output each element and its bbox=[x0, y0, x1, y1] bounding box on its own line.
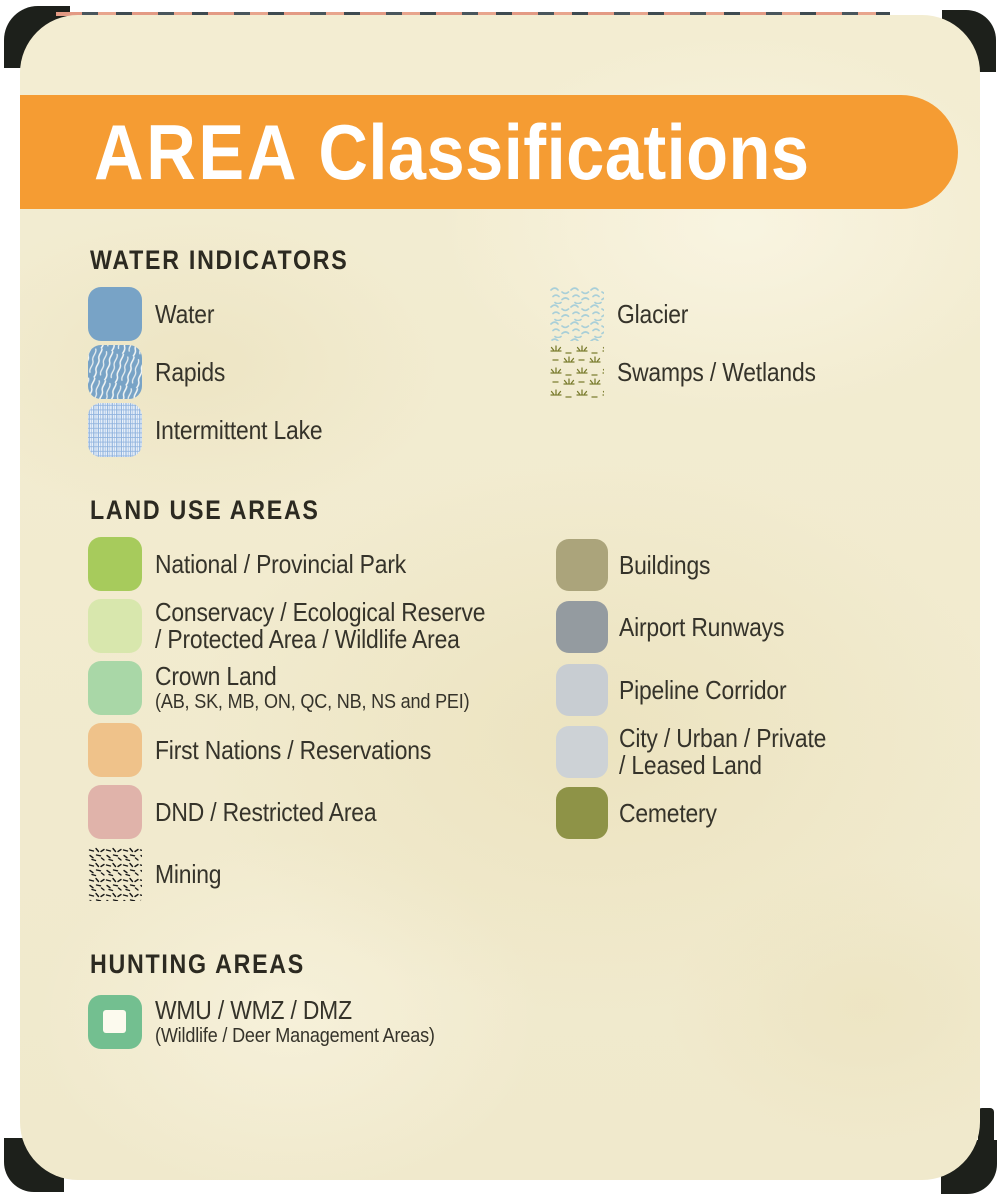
legend-row-airport-runways bbox=[556, 600, 807, 654]
legend-row-swamps-wetlands bbox=[550, 345, 843, 399]
land-use-areas-heading: LAND USE AREAS bbox=[90, 495, 320, 525]
legend-row-glacier bbox=[550, 287, 698, 341]
intermittent-lake-swatch bbox=[88, 403, 142, 457]
buildings-label: Buildings bbox=[619, 549, 711, 580]
rapids-label: Rapids bbox=[155, 356, 226, 387]
swamps-wetlands-swatch bbox=[550, 345, 604, 399]
conservacy-swatch bbox=[88, 599, 142, 653]
legend-row-cemetery bbox=[556, 786, 730, 840]
mining-swatch bbox=[88, 847, 142, 901]
mining-label: Mining bbox=[155, 858, 222, 889]
page-title-emphasis: AREA bbox=[94, 107, 300, 196]
glacier-label: Glacier bbox=[617, 298, 689, 329]
legend-row-pipeline-corridor bbox=[556, 663, 809, 717]
legend-row-crown-land bbox=[88, 661, 512, 715]
legend-row-mining bbox=[88, 847, 230, 901]
legend-row-conservacy bbox=[88, 599, 530, 653]
cemetery-swatch bbox=[556, 787, 608, 839]
water-label: Water bbox=[155, 298, 215, 329]
national-provincial-park-label: National / Provincial Park bbox=[155, 548, 407, 579]
glacier-swatch bbox=[550, 287, 604, 341]
legend-row-water bbox=[88, 287, 222, 341]
dnd-restricted-label: DND / Restricted Area bbox=[155, 796, 377, 827]
legend-row-rapids bbox=[88, 345, 235, 399]
page-title bbox=[94, 107, 809, 198]
first-nations-swatch bbox=[88, 723, 142, 777]
legend-row-national-provincial-park bbox=[88, 537, 440, 591]
hunting-areas-heading: HUNTING AREAS bbox=[90, 949, 306, 979]
title-banner bbox=[20, 95, 958, 209]
cemetery-label: Cemetery bbox=[619, 797, 717, 828]
buildings-swatch bbox=[556, 539, 608, 591]
legend-row-buildings bbox=[556, 538, 723, 592]
legend-row-intermittent-lake bbox=[88, 403, 345, 457]
wmu-swatch-inner-hole bbox=[103, 1010, 126, 1033]
legend-row-wmu bbox=[88, 995, 473, 1049]
city-urban-label: City / Urban / Private / Leased Land bbox=[619, 723, 827, 780]
page-title-rest: Classifications bbox=[318, 107, 810, 196]
legend-row-dnd-restricted bbox=[88, 785, 407, 839]
water-indicators-heading: WATER INDICATORS bbox=[90, 245, 349, 275]
wmu-label: WMU / WMZ / DMZ (Wildlife / Deer Management Areas) bbox=[155, 995, 435, 1047]
airport-runways-swatch bbox=[556, 601, 608, 653]
airport-runways-label: Airport Runways bbox=[619, 611, 785, 642]
pipeline-corridor-label: Pipeline Corridor bbox=[619, 674, 787, 705]
legend-row-first-nations bbox=[88, 723, 469, 777]
water-swatch bbox=[88, 287, 142, 341]
city-urban-swatch bbox=[556, 726, 608, 778]
conservacy-label: Conservacy / Ecological Reserve / Protected Area / Wildlife Area bbox=[155, 597, 486, 654]
crown-land-label: Crown Land (AB, SK, MB, ON, QC, NB, NS and PEI) bbox=[155, 661, 470, 713]
swamps-wetlands-label: Swamps / Wetlands bbox=[617, 356, 816, 387]
crown-land-swatch bbox=[88, 661, 142, 715]
national-provincial-park-swatch bbox=[88, 537, 142, 591]
wmu-swatch bbox=[88, 995, 142, 1049]
rapids-swatch bbox=[88, 345, 142, 399]
dnd-restricted-swatch bbox=[88, 785, 142, 839]
legend-row-city-urban bbox=[556, 725, 854, 779]
legend-card bbox=[20, 15, 980, 1180]
intermittent-lake-label: Intermittent Lake bbox=[155, 414, 323, 445]
first-nations-label: First Nations / Reservations bbox=[155, 734, 432, 765]
pipeline-corridor-swatch bbox=[556, 664, 608, 716]
